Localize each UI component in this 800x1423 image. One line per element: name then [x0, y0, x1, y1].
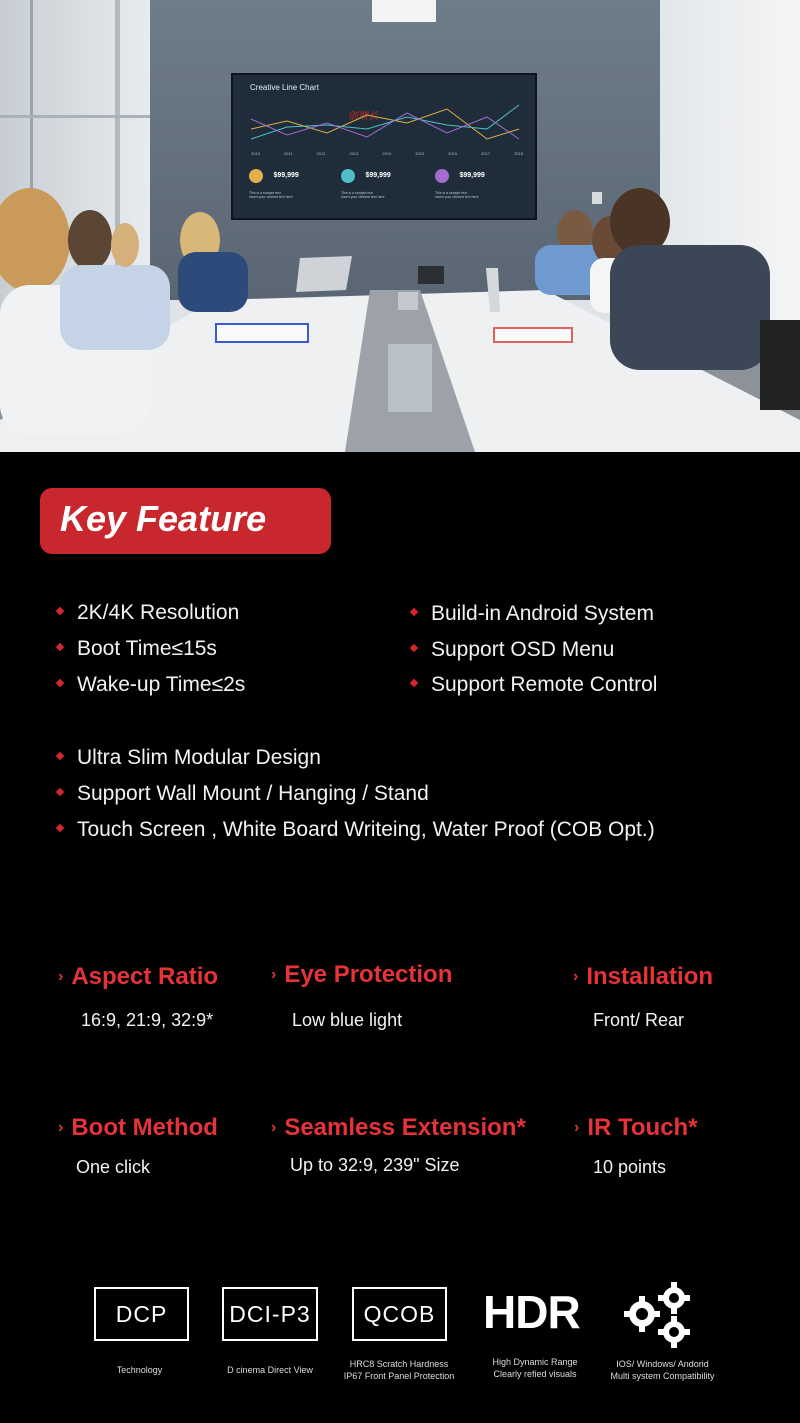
year-label: 2014 — [382, 151, 392, 156]
spec-title-text: Boot Method — [71, 1114, 218, 1141]
year-label: 2013 — [349, 151, 359, 156]
year-label: 2016 — [448, 151, 458, 156]
cert-caption: IOS/ Windows/ Andorid Multi system Compatibility — [610, 1359, 715, 1381]
feature-label: Build-in Android System — [431, 602, 654, 625]
dcp-badge: DCP — [94, 1287, 189, 1341]
diamond-bullet-icon — [410, 679, 418, 687]
feature-item — [57, 746, 321, 770]
feature-label: Support Wall Mount / Hanging / Stand — [77, 782, 429, 805]
feature-item — [57, 818, 655, 842]
feature-label: Support OSD Menu — [431, 638, 615, 661]
feature-label: Support Remote Control — [431, 673, 658, 696]
diamond-bullet-icon — [56, 824, 64, 832]
feature-label: Wake-up Time≤2s — [77, 673, 246, 696]
year-label: 2015 — [415, 151, 425, 156]
feature-label: Ultra Slim Modular Design — [77, 746, 321, 769]
feature-item — [57, 637, 217, 661]
diamond-bullet-icon — [410, 644, 418, 652]
conference-room-photo — [0, 0, 800, 452]
conference-table — [0, 0, 800, 452]
diamond-bullet-icon — [56, 788, 64, 796]
stat-note: This is a sample text Insert your desired text here — [341, 191, 385, 199]
spec-value: Front/ Rear — [593, 1010, 685, 1030]
spec-title — [58, 963, 218, 991]
gears-icon — [622, 1280, 696, 1354]
feature-label: Touch Screen , White Board Writeing, Water Proof (COB Opt.) — [77, 818, 655, 841]
chevron-right-icon: › — [271, 966, 277, 983]
diamond-bullet-icon — [56, 643, 64, 651]
feature-item — [57, 601, 239, 625]
cert-caption: D cinema Direct View — [227, 1365, 313, 1375]
dci-p3-badge: DCI-P3 — [222, 1287, 318, 1341]
spec-title — [271, 961, 452, 989]
feature-item — [411, 673, 657, 697]
spec-title — [573, 963, 713, 991]
key-feature-heading: Key Feature — [60, 498, 267, 539]
spec-title-text: Aspect Ratio — [71, 963, 219, 990]
year-label: 2017 — [481, 151, 491, 156]
spec-title-text: Installation — [586, 963, 714, 990]
stat-value: $99,999 — [365, 172, 391, 180]
spec-value: Low blue light — [292, 1010, 403, 1030]
qcob-badge: QCOB — [352, 1287, 447, 1341]
key-feature-badge — [40, 488, 331, 554]
chevron-right-icon: › — [573, 968, 579, 985]
feature-item — [411, 602, 654, 626]
spec-value: One click — [76, 1157, 151, 1177]
stat-value: $99,999 — [273, 172, 299, 180]
chevron-right-icon: › — [271, 1119, 277, 1136]
spec-title-text: IR Touch* — [587, 1114, 698, 1141]
hdr-logo: HDR — [483, 1286, 580, 1338]
spec-value: Up to 32:9, 239" Size — [290, 1155, 460, 1175]
spec-title — [271, 1114, 526, 1142]
feature-label: Boot Time≤15s — [77, 637, 217, 660]
feature-item — [57, 673, 245, 697]
spec-title-text: Eye Protection — [284, 961, 453, 988]
chevron-right-icon: › — [58, 968, 64, 985]
display-title: Creative Line Chart — [250, 83, 319, 92]
stat-note: This is a sample text Insert your desired text here — [249, 191, 293, 199]
cert-caption: HRC8 Scratch Hardness IP67 Front Panel Protection — [343, 1359, 455, 1381]
feature-item — [57, 782, 429, 806]
diamond-bullet-icon — [56, 752, 64, 760]
year-label: 2010 — [251, 151, 260, 156]
spec-value: 16:9, 21:9, 32:9* — [81, 1010, 214, 1030]
feature-label: 2K/4K Resolution — [77, 601, 240, 624]
year-label: 2011 — [283, 151, 293, 156]
year-label: 2018 — [514, 151, 523, 156]
spec-title — [574, 1114, 698, 1142]
diamond-bullet-icon — [410, 608, 418, 616]
stat-value: $99,999 — [459, 172, 485, 180]
feature-item — [411, 638, 614, 662]
spec-title-text: Seamless Extension* — [284, 1114, 526, 1141]
display-overlay-text: 创增长 — [348, 111, 378, 122]
cert-caption: High Dynamic Range Clearly refied visuals — [492, 1357, 578, 1379]
chevron-right-icon: › — [58, 1119, 64, 1136]
cert-caption: Technology — [116, 1365, 163, 1375]
chevron-right-icon: › — [574, 1119, 580, 1136]
diamond-bullet-icon — [56, 679, 64, 687]
diamond-bullet-icon — [56, 607, 64, 615]
spec-title — [58, 1114, 218, 1142]
stat-note: This is a sample text Insert your desired text here — [435, 191, 479, 199]
spec-value: 10 points — [593, 1157, 667, 1177]
year-label: 2012 — [316, 151, 326, 156]
